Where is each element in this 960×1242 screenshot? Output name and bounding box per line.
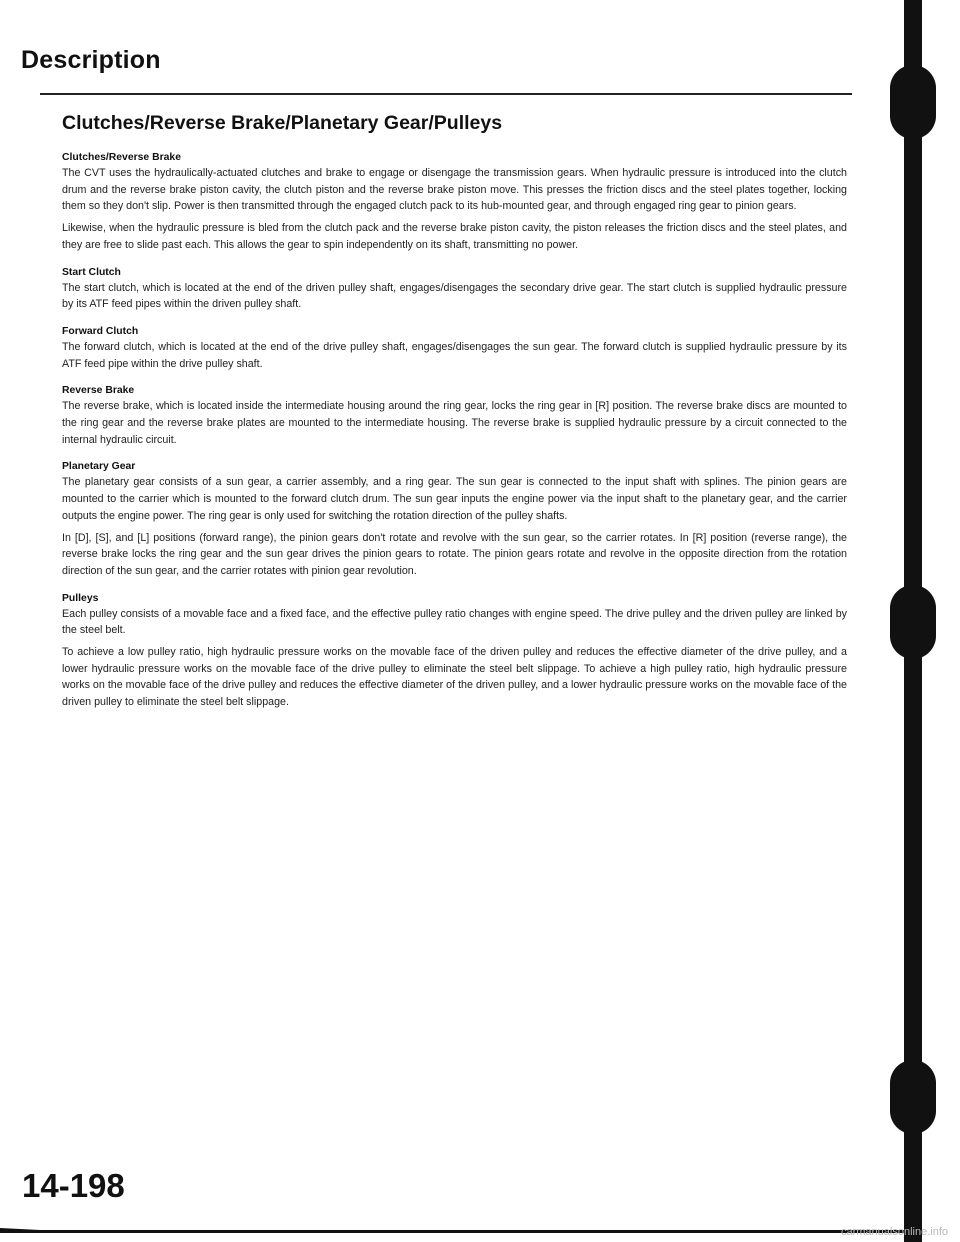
section-pulleys <box>62 591 847 711</box>
section-forward-clutch <box>62 324 847 372</box>
section-clutches-reverse-brake <box>62 150 847 254</box>
paragraph: Likewise, when the hydraulic pressure is bled from the clutch pack and the reverse brake piston cavity, the piston releases the friction discs and the steel plates, and they are free to slide past each. This allows the gear to spin independently on its shaft, transmitting no power. <box>62 222 847 251</box>
paragraph: In [D], [S], and [L] positions (forward range), the pinion gears don't rotate and revolve with the sun gear, so the carrier rotates. In [R] position (reverse range), the reverse brake locks the ring gear and the sun gear drives the pinion gears to rotate. The pinion gears rotate and revolve in the opposite direction from the rotation direction of the sun gear, and the carrier rotates with pinion gear revolution. <box>62 531 847 577</box>
title-rule <box>40 93 852 95</box>
paragraph: The forward clutch, which is located at the end of the drive pulley shaft, engages/disengages the sun gear. The forward clutch is supplied hydraulic pressure by its ATF feed pipe within the drive pulley shaft. <box>62 340 847 370</box>
binding-tab <box>890 1060 936 1134</box>
section-heading: Planetary Gear <box>62 461 136 473</box>
content-body <box>62 150 847 716</box>
paragraph: The planetary gear consists of a sun gear, a carrier assembly, and a ring gear. The sun gear is connected to the input shaft with splines. The pinion gears are mounted to the carrier which is mounted to the forward clutch drum. The sun gear inputs the engine power via the input shaft to the planetary gear, and the carrier outputs the engine power. The ring gear is only used for switching the rotation direction of the pulley shafts. <box>62 476 847 522</box>
page-title: Description <box>21 46 161 74</box>
bottom-rule <box>0 1228 905 1233</box>
paragraph: To achieve a low pulley ratio, high hydraulic pressure works on the movable face of the driven pulley and reduces the effective diameter of the drive pulley, and a lower hydraulic pressure works on the movable face of the drive pulley to eliminate the steel belt slippage. To achieve a high pulley ratio, high hydraulic pressure works on the movable face of the drive pulley and reduces the effective diameter of the driven pulley, and a lower hydraulic pressure works on the movable face of the driven pulley to eliminate the steel belt slippage. <box>62 646 847 709</box>
paragraph: The CVT uses the hydraulically-actuated clutches and brake to engage or disengage the transmission gears. When hydraulic pressure is introduced into the clutch drum and the reverse brake piston cavity, the clutch piston and the reverse brake piston move. This presses the friction discs and the steel plates together, locking them so they don't slip. Power is then transmitted through the engaged clutch pack to its hub-mounted gear, and through engaged ring gear to pinion gears. <box>62 167 847 213</box>
section-reverse-brake <box>62 383 847 448</box>
binding-tab <box>890 585 936 659</box>
section-heading: Clutches/Reverse Brake <box>62 152 181 163</box>
section-title: Clutches/Reverse Brake/Planetary Gear/Pulleys <box>62 112 503 134</box>
section-heading: Pulleys <box>62 592 99 604</box>
section-start-clutch <box>62 265 847 313</box>
binding-tab <box>890 65 936 139</box>
section-heading: Start Clutch <box>62 266 121 278</box>
paragraph: Each pulley consists of a movable face and a fixed face, and the effective pulley ratio changes with engine speed. The drive pulley and the driven pulley are linked by the steel belt. <box>62 607 847 637</box>
page-number: 14-198 <box>22 1167 125 1204</box>
section-heading: Reverse Brake <box>62 385 135 397</box>
paragraph: The start clutch, which is located at the end of the driven pulley shaft, engages/disengages the secondary drive gear. The start clutch is supplied hydraulic pressure by its ATF feed pipes within the driven pulley shaft. <box>62 281 847 311</box>
section-planetary-gear <box>62 459 847 579</box>
section-heading: Forward Clutch <box>62 325 139 337</box>
paragraph: The reverse brake, which is located inside the intermediate housing around the ring gear, locks the ring gear in [R] position. The reverse brake discs are mounted to the ring gear and the reverse brake plates are mounted to the intermediate housing. The reverse brake is supplied hydraulic pressure by a circuit connected to the internal hydraulic circuit. <box>62 400 847 446</box>
watermark: carmanualsonline.info <box>840 1226 948 1238</box>
